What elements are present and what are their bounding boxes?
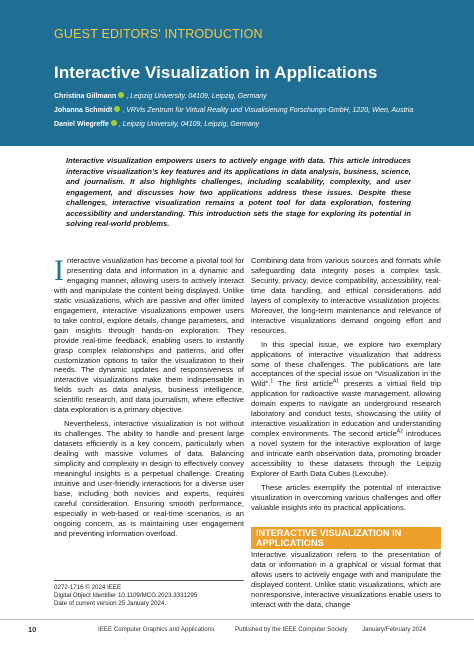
body-paragraph: Combining data from various sources and formats while safeguarding data integrity poses a complex task. Security, privacy, device compatibility, accessibility, real-time data handling, and ethical considerations add layers of complexity to interactive visualization projects. Moreover, the long-term maintenance and relevance of interactive visualizations demand ongoing effort and resources. bbox=[251, 256, 441, 335]
reference-link[interactable]: 1 bbox=[270, 378, 274, 385]
copyright-block bbox=[54, 580, 244, 608]
author-line: Christina Gillmann , Leipzig University, 04109, Leipzig, Germany bbox=[54, 93, 267, 100]
journal-name: IEEE Computer Graphics and Applications bbox=[98, 626, 215, 633]
abstract: Interactive visualization empowers users to actively engage with data. This article introduces interactive visualization’s key features and its applications in data analysis, business, science, and journalism. It also highlights challenges, including scalability, complexity, and user engagement, and discusses how two applications address these issues. Despite these challenges, interactive visualization remains a potent tool for data exploration, fostering accessibility and understanding. This introduction sets the stage for exploring its potential in solving real-world problems. bbox=[66, 156, 411, 228]
body-column-left bbox=[54, 256, 244, 539]
author-affiliation: Leipzig University, 04109, Leipzig, Germany bbox=[130, 93, 267, 100]
body-paragraph: These articles exemplify the potential of interactive visualization in overcoming various challenges and offer valuable insights into its practical applications. bbox=[251, 482, 441, 512]
copyright-line: 0272-1716 © 2024 IEEE bbox=[54, 584, 122, 591]
paragraph-text: introduces a novel system for the interactive exploration of large and intricate earth observation data, promoting broader accessibility to these datasets through the Leipzig Explorer of Earth Data Cubes (Lexcube). bbox=[251, 429, 441, 479]
reference-link[interactable]: A1 bbox=[332, 378, 340, 385]
orcid-icon[interactable] bbox=[118, 92, 124, 98]
body-paragraph: Nevertheless, interactive visualization is not without its challenges. The ability to handle and present large datasets efficiently is a key concern, particularly when dealing with massive volumes of data. Balancing simplicity and complexity in design to effectively convey meaningful insights is a perpetual challenge. Creating intuitive and user-friendly interactions for a diverse user base, including both novices and experts, requires careful consideration. Ensuring smooth performance, especially in web-based or real-time scenarios, is an ongoing concern, as is maintaining user engagement and preventing information overload. bbox=[54, 419, 244, 538]
body-column-right bbox=[251, 256, 441, 513]
author-affiliation: VRVis Zentrum für Virtual Reality und Visualisierung Forschungs-GmbH, 1220, Wien, Austria bbox=[126, 107, 414, 114]
author-name: Christina Gillmann bbox=[54, 93, 117, 100]
body-paragraph bbox=[251, 340, 441, 479]
orcid-icon[interactable] bbox=[114, 106, 120, 112]
author-name: Daniel Wiegreffe bbox=[54, 121, 109, 128]
section-label: GUEST EDITORS' INTRODUCTION bbox=[54, 27, 263, 41]
article-header bbox=[0, 0, 474, 146]
paragraph-text: In this special issue, we explore two exemplary applications of interactive visualization that address some of these challenges. The publications are late acceptances of the special issue on “Visualization in the Wild”. bbox=[251, 339, 441, 389]
drop-cap: I bbox=[54, 254, 64, 287]
body-paragraph: nteractive visualization has become a pivotal tool for presenting data and information in a dynamic and engaging manner, allowing users to actively interact with and manipulate the content being displayed. Unlike static visualizations, which are passive and offer limited engagement, interactive visualizations empower users to take control, explore details, change parameters, and gain insights through hands-on exploration. They provide real-time feedback, enabling users to instantly grasp complex relationships and patterns, and offer customization options to tailor the visualization to their needs. The dynamic updates and responsiveness of interactive visualizations make them indispensable in fields such as data analysis, business intelligence, scientific research, and data journalism, where effective data exploration is a primary objective. bbox=[54, 256, 244, 415]
orcid-icon[interactable] bbox=[111, 120, 117, 126]
reference-link[interactable]: A2 bbox=[396, 428, 403, 435]
author-line: Johanna Schmidt , VRVis Zentrum für Virtual Reality und Visualisierung Forschungs-GmbH, 1220, Wien, Austria bbox=[54, 107, 414, 114]
page-number: 10 bbox=[28, 625, 37, 634]
section-body: Interactive visualization refers to the presentation of data or information in a graphical or visual format that allows users to actively engage with and manipulate the displayed content. Unlike static visualizations, which are nonresponsive, interactive visualizations enable users to interact with the data, change bbox=[251, 550, 441, 609]
article-title: Interactive Visualization in Applications bbox=[54, 63, 378, 82]
paragraph-text: presents a virtual field trip application for radioactive waste management, allowing domain experts to navigate an underground research laboratory and conduct tests, showcasing the utility of interactive visualization in education and understanding complex environments. The second article bbox=[251, 379, 441, 439]
doi-line: Digital Object Identifier 10.1109/MCG.2023.3331295 bbox=[54, 592, 198, 599]
author-line: Daniel Wiegreffe , Leipzig University, 04109, Leipzig, Germany bbox=[54, 121, 260, 128]
section-heading: INTERACTIVE VISUALIZATION IN APPLICATIONS bbox=[251, 527, 441, 549]
page-footer bbox=[0, 619, 474, 648]
author-affiliation: Leipzig University, 04109, Leipzig, Germany bbox=[122, 121, 260, 128]
issue-date: January/February 2024 bbox=[362, 626, 426, 633]
author-name: Johanna Schmidt bbox=[54, 107, 113, 114]
publisher-line: Published by the IEEE Computer Society bbox=[235, 626, 348, 633]
version-date-line: Date of current version 25 January 2024. bbox=[54, 600, 167, 607]
paragraph-text: The first article bbox=[273, 379, 333, 389]
